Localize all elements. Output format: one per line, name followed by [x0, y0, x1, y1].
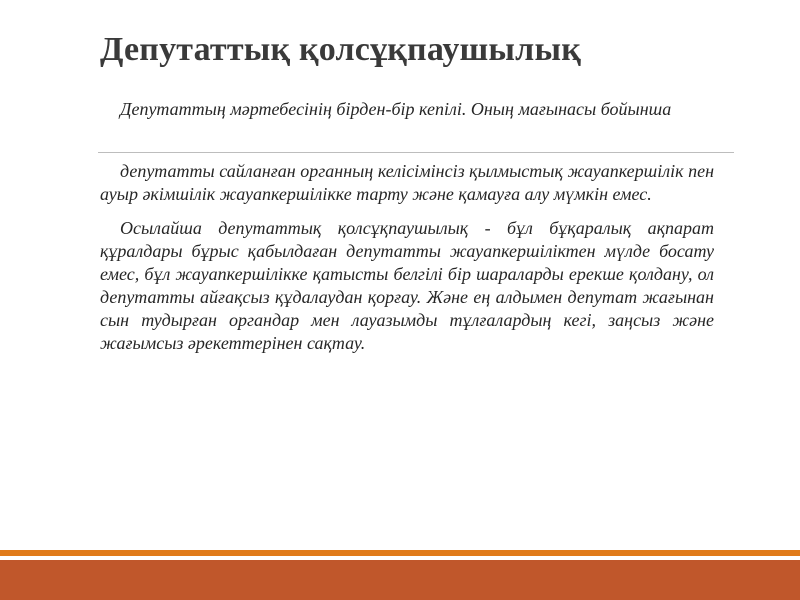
intro-text: Депутаттың мәртебесінің бірден-бір кепілі. Оның мағынасы бойынша — [120, 99, 672, 119]
paragraph-2: Осылайша депутаттық қолсұқпаушылық - бұл бұқаралық ақпарат құралдары бұрыс қабылдаған депутатты жауапкершіліктен мүлде босату емес, бұл жауапкершілікке қатысты белгілі бір шараларды ерекше қолдану, ол депутатты айғақсыз құдалаудан қорғау. Және ең алдымен депутат жағынан сын тудырған органдар мен лауазымды тұлғалардың кегі, заңсыз және жағымсыз әрекеттерінен сақтау. — [100, 218, 714, 353]
footer-bar — [0, 560, 800, 600]
body-text — [100, 160, 714, 366]
divider — [98, 152, 734, 153]
slide-title: Депутаттық қолсұқпаушылық — [100, 31, 581, 68]
paragraph-1: депутатты сайланған органның келісімінсіз қылмыстық жауапкершілік пен ауыр әкімшілік жауапкершілікке тарту және қамауға алу мүмкін емес. — [100, 161, 714, 204]
footer-accent-line — [0, 550, 800, 556]
